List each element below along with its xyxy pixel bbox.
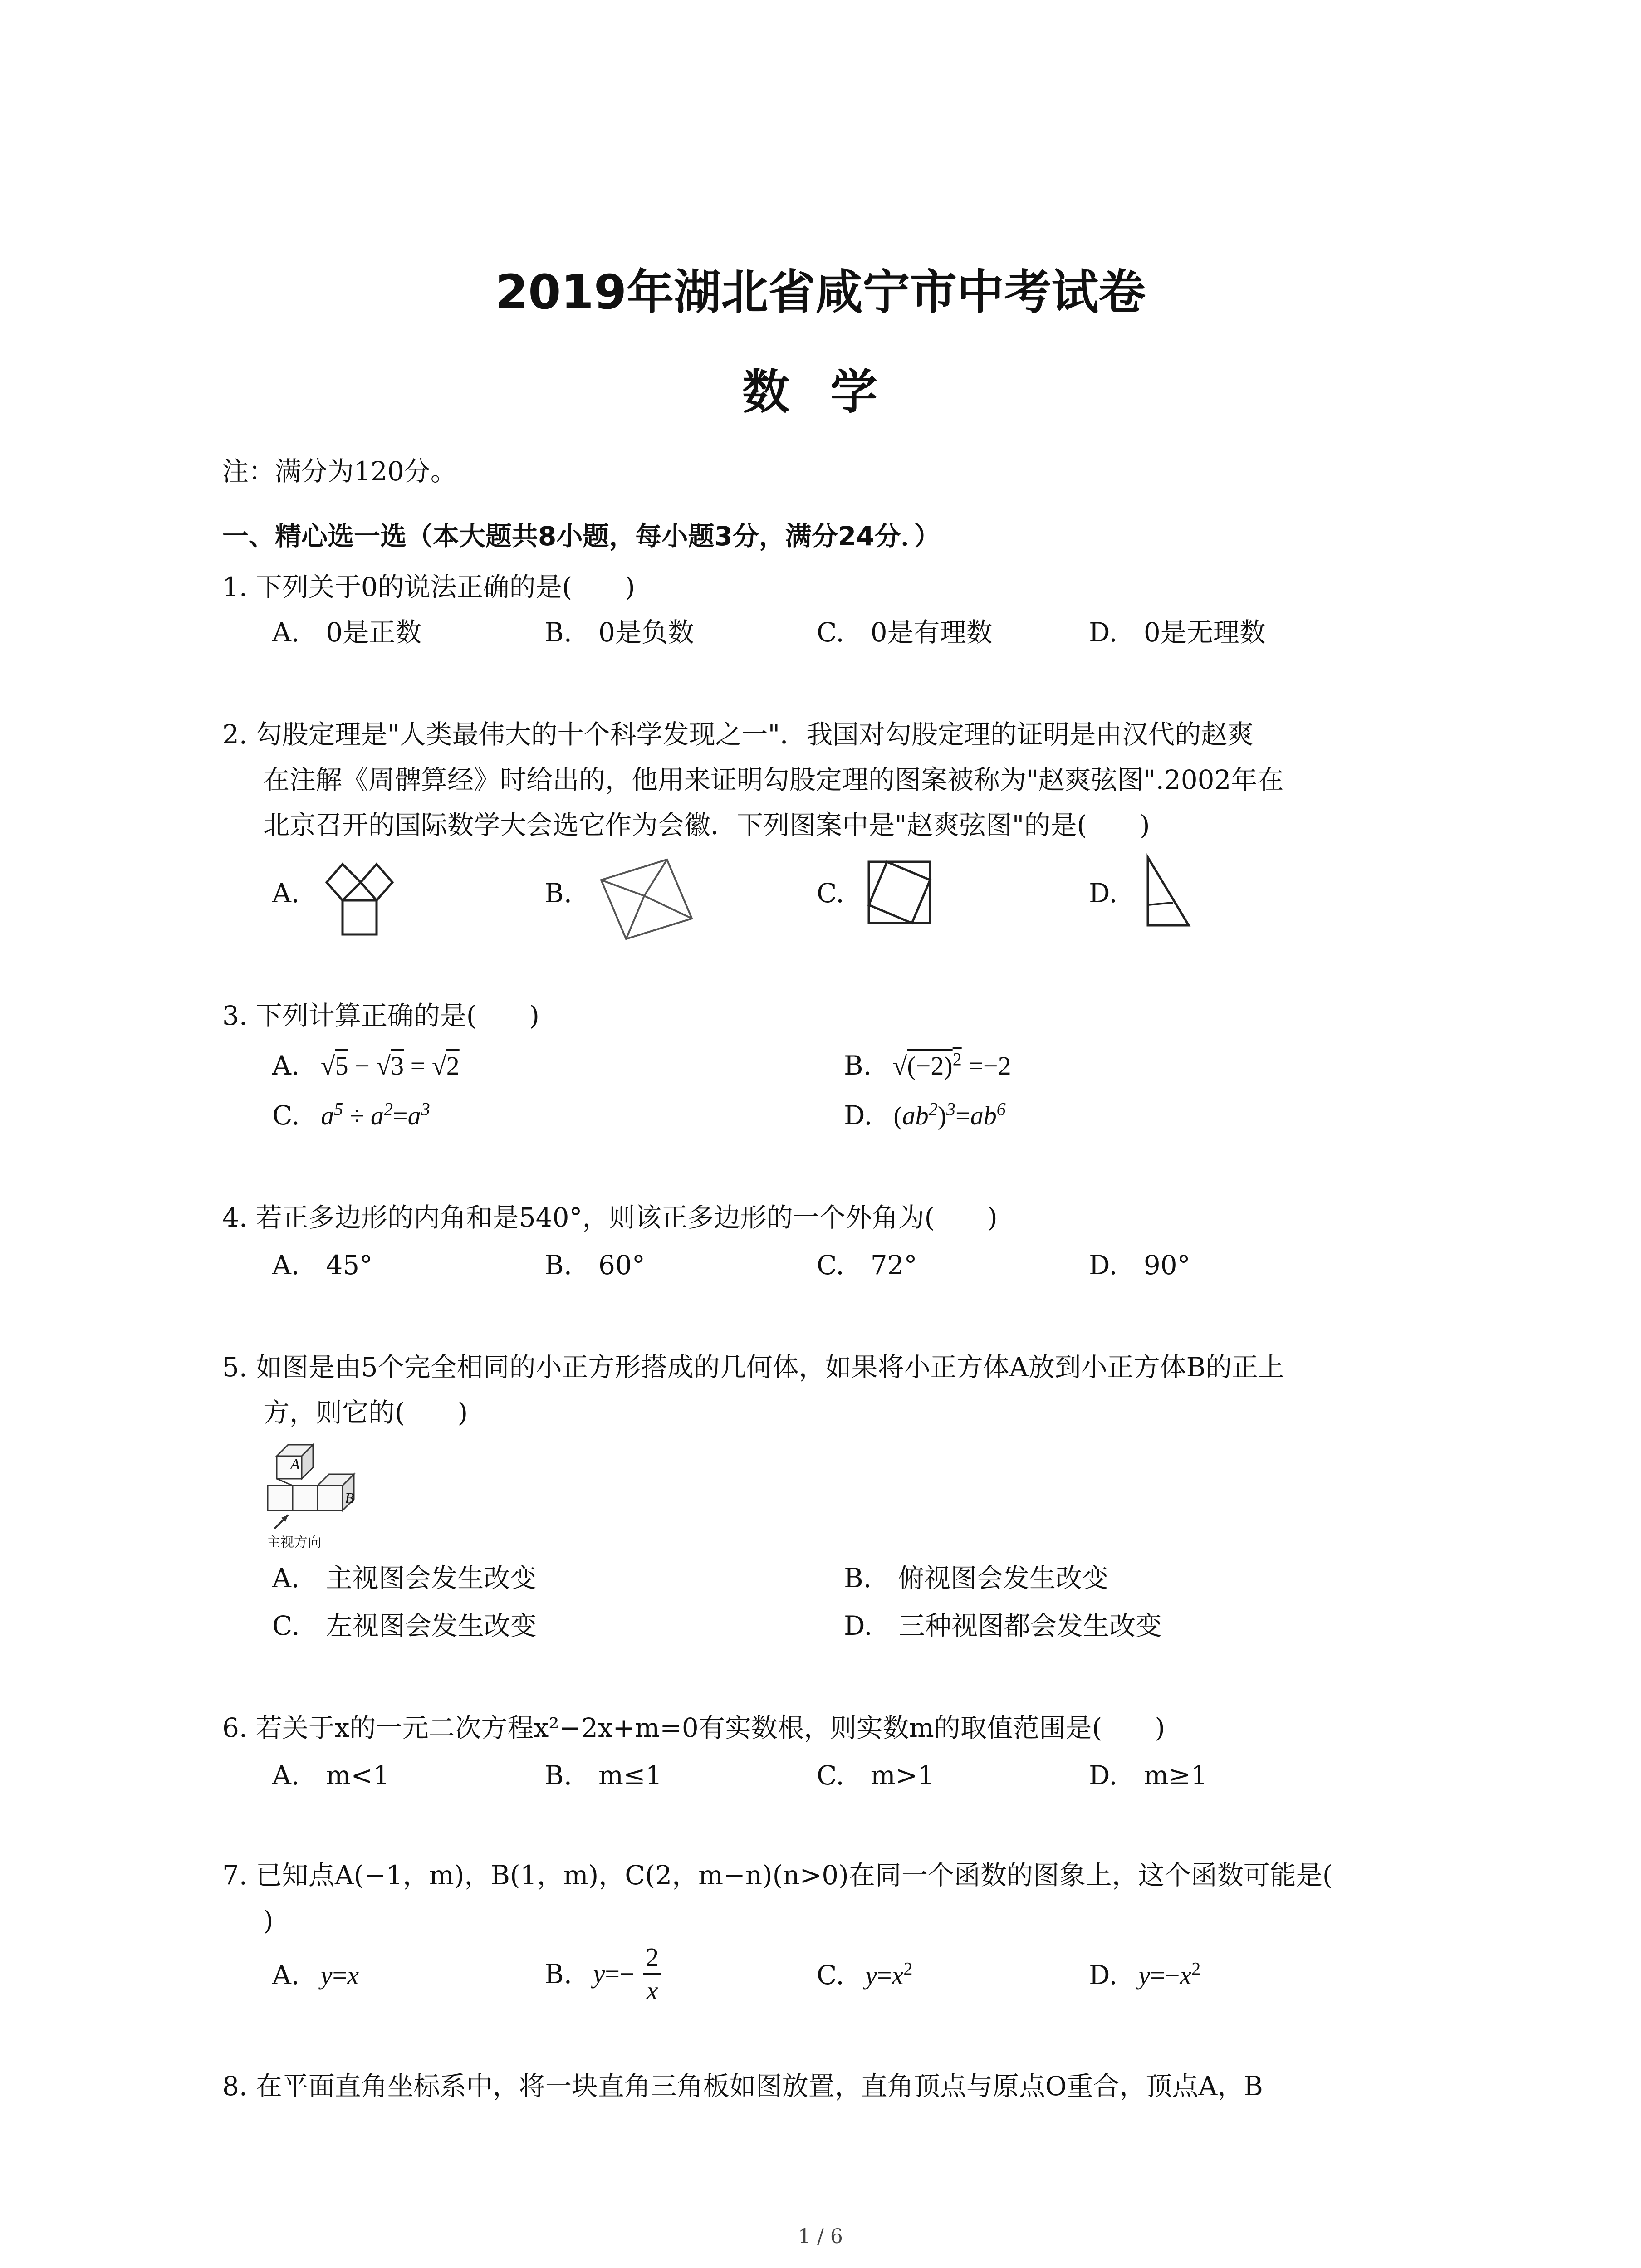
section-heading: 一、精心选一选（本大题共8小题，每小题3分，满分24分．） [222,521,941,552]
question-3-label-a: A. [272,1050,300,1081]
question-2-line-2: 在注解《周髀算经》时给出的，他用来证明勾股定理的图案被称为"赵爽弦图".2002年在 [263,764,1284,795]
question-5-option-c: C. 左视图会发生改变 [272,1610,537,1641]
question-5-line-2: 方，则它的( ) [263,1397,468,1428]
question-4-option-d: D. 90° [1089,1250,1190,1281]
question-7-line-1: 7. 已知点A(−1，m)，B(1，m)，C(2，m−n)(n>0)在同一个函数的图象上，这个函数可能是( [222,1860,1333,1891]
question-5-option-d: D. 三种视图都会发生改变 [844,1610,1162,1641]
score-note: 注：满分为120分。 [222,456,457,487]
formula-3a: √5 − √3 = √2 [320,1051,460,1080]
formula-7d: $y=-x^2$ [1138,1958,1201,1990]
question-6-option-a: A. m<1 [272,1760,390,1791]
formula-3b: $√(-2)^2 =-2$ [892,1049,1011,1080]
figure-2a-pythagoras-squares [318,857,399,939]
question-2-label-b: B. [544,878,573,909]
question-1-option-b: B. 0是负数 [544,617,694,648]
question-8-line-1: 8. 在平面直角坐标系中，将一块直角三角板如图放置，直角顶点与原点O重合，顶点A，B [222,2071,1263,2102]
question-3-option-c [272,1098,430,1134]
figure-5-cube-stack [263,1438,390,1542]
view-direction-caption: 主视方向 [267,1535,321,1550]
question-7-line-2: ) [263,1905,274,1936]
question-3-label-c: C. [272,1100,300,1131]
question-2-label-a: A. [272,878,300,909]
question-6-option-b: B. m≤1 [544,1760,662,1791]
question-6-option-c: C. m>1 [817,1760,935,1791]
formula-7a: y=x [320,1960,359,1990]
figure-2d-triangle [1139,853,1198,934]
question-5-line-1: 5. 如图是由5个完全相同的小正方形搭成的几何体，如果将小正方体A放到小正方体B的正上 [222,1352,1285,1383]
question-2-line-3: 北京召开的国际数学大会选它作为会徽．下列图案中是"赵爽弦图"的是( ) [263,810,1150,841]
question-5-option-a: A. 主视图会发生改变 [272,1563,537,1593]
cube-a-label: A [290,1456,300,1473]
question-4-option-b: B. 60° [544,1250,645,1281]
question-3-stem: 3. 下列计算正确的是( ) [222,1000,540,1031]
formula-7c: $y=x^2$ [865,1958,913,1990]
fraction-2-over-x: $\frac{2}{x}$ [643,1941,661,2007]
question-7-label-b: B. [544,1959,573,1989]
question-7-label-c: C. [817,1960,844,1990]
formula-3c: $a^5 \div a^2=a^3$ [321,1099,430,1130]
question-7-label-a: A. [272,1960,300,1990]
question-3-option-d [844,1098,1006,1134]
question-7-label-d: D. [1089,1960,1117,1990]
exam-title: 2019年湖北省咸宁市中考试卷 [495,264,1146,320]
question-6-option-d: D. m≥1 [1089,1760,1208,1791]
question-2-line-1: 2. 勾股定理是"人类最伟大的十个科学发现之一"．我国对勾股定理的证明是由汉代的赵爽 [222,719,1254,750]
question-1-stem: 1. 下列关于0的说法正确的是( ) [222,572,635,602]
question-7-option-c [817,1957,912,1993]
question-1-option-c: C. 0是有理数 [817,617,993,648]
cube-b-label: B [345,1490,354,1507]
page-number: 1 / 6 [798,2225,843,2248]
question-4-stem: 4. 若正多边形的内角和是540°，则该正多边形的一个外角为( ) [222,1202,998,1233]
question-7-option-a [272,1957,359,1993]
formula-7b: y=− [593,1959,635,1989]
question-7-option-d [1089,1957,1200,1993]
figure-2b-rotated-square [594,853,703,953]
question-3-option-a [272,1048,460,1084]
figure-2c-zhao-shuang-square [867,860,935,928]
question-3-label-b: B. [844,1050,872,1081]
question-5-option-b: B. 俯视图会发生改变 [844,1563,1109,1593]
question-3-option-b [844,1048,1011,1084]
question-4-option-a: A. 45° [272,1250,373,1281]
question-2-label-d: D. [1089,878,1117,909]
question-3-label-d: D. [844,1100,872,1131]
question-7-option-b [544,1941,661,2007]
subject-title: 数学 [742,364,918,420]
question-6-stem: 6. 若关于x的一元二次方程x²−2x+m=0有实数根，则实数m的取值范围是( ) [222,1712,1166,1743]
question-1-option-d: D. 0是无理数 [1089,617,1266,648]
question-1-option-a: A. 0是正数 [272,617,422,648]
question-2-label-c: C. [817,878,844,909]
question-4-option-c: C. 72° [817,1250,917,1281]
formula-3d: $(ab^2)^3=ab^6$ [893,1099,1006,1130]
